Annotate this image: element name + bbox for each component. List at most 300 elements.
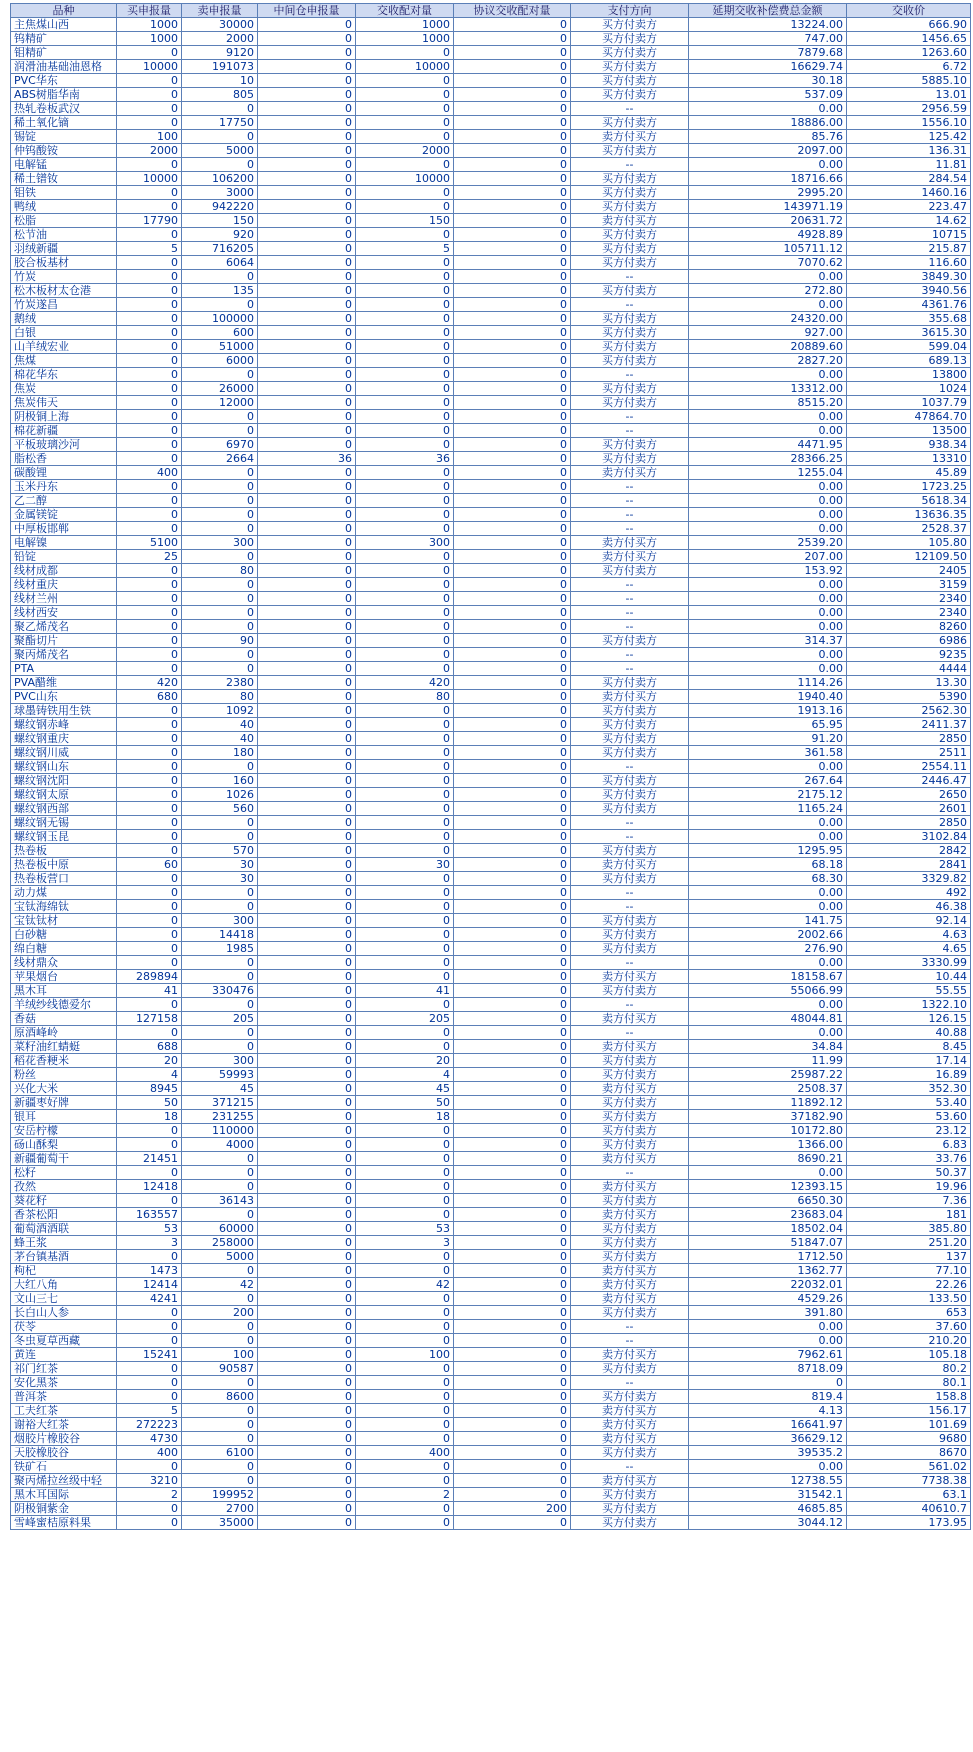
cell-product: 锡锭 <box>11 130 117 144</box>
cell-payment-direction: -- <box>571 522 689 536</box>
cell-agreement-matched: 0 <box>454 1446 571 1460</box>
cell-matched: 0 <box>356 1264 454 1278</box>
cell-buy-declared: 5100 <box>117 536 182 550</box>
cell-product: 聚丙烯茂名 <box>11 648 117 662</box>
cell-agreement-matched: 0 <box>454 1278 571 1292</box>
cell-delivery-price: 210.20 <box>847 1334 971 1348</box>
cell-payment-direction: 卖方付买方 <box>571 536 689 550</box>
cell-agreement-matched: 0 <box>454 816 571 830</box>
cell-buy-declared: 0 <box>117 382 182 396</box>
cell-compensation-total: 16641.97 <box>689 1418 847 1432</box>
cell-buy-declared: 0 <box>117 480 182 494</box>
cell-product: 铅锭 <box>11 550 117 564</box>
cell-intermediate-declared: 0 <box>258 382 356 396</box>
cell-intermediate-declared: 0 <box>258 200 356 214</box>
cell-product: 螺纹钢无锡 <box>11 816 117 830</box>
cell-buy-declared: 20 <box>117 1054 182 1068</box>
cell-agreement-matched: 0 <box>454 1040 571 1054</box>
cell-delivery-price: 1263.60 <box>847 46 971 60</box>
cell-intermediate-declared: 0 <box>258 1418 356 1432</box>
table-row <box>11 228 971 242</box>
cell-matched: 0 <box>356 1152 454 1166</box>
cell-buy-declared: 0 <box>117 116 182 130</box>
cell-delivery-price: 92.14 <box>847 914 971 928</box>
cell-sell-declared: 6100 <box>182 1446 258 1460</box>
cell-buy-declared: 0 <box>117 522 182 536</box>
cell-matched: 45 <box>356 1082 454 1096</box>
cell-intermediate-declared: 0 <box>258 102 356 116</box>
cell-matched: 0 <box>356 424 454 438</box>
cell-intermediate-declared: 0 <box>258 662 356 676</box>
cell-delivery-price: 158.8 <box>847 1390 971 1404</box>
cell-payment-direction: -- <box>571 1460 689 1474</box>
cell-agreement-matched: 0 <box>454 592 571 606</box>
cell-intermediate-declared: 0 <box>258 1488 356 1502</box>
cell-compensation-total: 0.00 <box>689 1334 847 1348</box>
cell-agreement-matched: 0 <box>454 1068 571 1082</box>
cell-intermediate-declared: 0 <box>258 144 356 158</box>
cell-compensation-total: 927.00 <box>689 326 847 340</box>
cell-delivery-price: 126.15 <box>847 1012 971 1026</box>
cell-compensation-total: 2539.20 <box>689 536 847 550</box>
cell-intermediate-declared: 0 <box>258 1502 356 1516</box>
cell-buy-declared: 0 <box>117 102 182 116</box>
cell-sell-declared: 0 <box>182 1334 258 1348</box>
cell-product: ABS树脂华南 <box>11 88 117 102</box>
cell-delivery-price: 7.36 <box>847 1194 971 1208</box>
cell-payment-direction: 买方付卖方 <box>571 1138 689 1152</box>
cell-delivery-price: 4361.76 <box>847 298 971 312</box>
cell-buy-declared: 0 <box>117 74 182 88</box>
cell-buy-declared: 0 <box>117 1320 182 1334</box>
cell-matched: 0 <box>356 648 454 662</box>
cell-compensation-total: 0.00 <box>689 494 847 508</box>
cell-agreement-matched: 0 <box>454 1222 571 1236</box>
cell-agreement-matched: 0 <box>454 1166 571 1180</box>
cell-matched: 0 <box>356 1250 454 1264</box>
cell-product: 菜籽油红蜻蜓 <box>11 1040 117 1054</box>
cell-intermediate-declared: 0 <box>258 1222 356 1236</box>
cell-compensation-total: 25987.22 <box>689 1068 847 1082</box>
table-row <box>11 802 971 816</box>
cell-intermediate-declared: 0 <box>258 928 356 942</box>
cell-intermediate-declared: 0 <box>258 550 356 564</box>
cell-payment-direction: -- <box>571 662 689 676</box>
cell-payment-direction: 买方付卖方 <box>571 564 689 578</box>
cell-delivery-price: 561.02 <box>847 1460 971 1474</box>
cell-product: 钼精矿 <box>11 46 117 60</box>
cell-matched: 0 <box>356 130 454 144</box>
cell-intermediate-declared: 0 <box>258 1292 356 1306</box>
cell-delivery-price: 2841 <box>847 858 971 872</box>
cell-delivery-price: 9680 <box>847 1432 971 1446</box>
cell-buy-declared: 10000 <box>117 172 182 186</box>
cell-buy-declared: 0 <box>117 732 182 746</box>
cell-delivery-price: 1037.79 <box>847 396 971 410</box>
cell-delivery-price: 8.45 <box>847 1040 971 1054</box>
table-row <box>11 396 971 410</box>
table-row <box>11 1152 971 1166</box>
cell-product: 苹果烟台 <box>11 970 117 984</box>
cell-sell-declared: 0 <box>182 578 258 592</box>
cell-sell-declared: 0 <box>182 298 258 312</box>
cell-intermediate-declared: 0 <box>258 494 356 508</box>
cell-agreement-matched: 0 <box>454 1404 571 1418</box>
cell-payment-direction: 买方付卖方 <box>571 88 689 102</box>
cell-matched: 0 <box>356 788 454 802</box>
cell-product: 稀土镨钕 <box>11 172 117 186</box>
cell-intermediate-declared: 0 <box>258 214 356 228</box>
cell-payment-direction: -- <box>571 1334 689 1348</box>
cell-agreement-matched: 0 <box>454 1250 571 1264</box>
cell-sell-declared: 371215 <box>182 1096 258 1110</box>
cell-delivery-price: 938.34 <box>847 438 971 452</box>
cell-payment-direction: 买方付卖方 <box>571 844 689 858</box>
cell-intermediate-declared: 36 <box>258 452 356 466</box>
cell-product: 润滑油基础油恩格 <box>11 60 117 74</box>
cell-sell-declared: 42 <box>182 1278 258 1292</box>
cell-agreement-matched: 0 <box>454 662 571 676</box>
cell-intermediate-declared: 0 <box>258 284 356 298</box>
cell-compensation-total: 16629.74 <box>689 60 847 74</box>
cell-payment-direction: 买方付卖方 <box>571 676 689 690</box>
cell-sell-declared: 0 <box>182 494 258 508</box>
cell-delivery-price: 3329.82 <box>847 872 971 886</box>
table-row <box>11 494 971 508</box>
cell-sell-declared: 0 <box>182 606 258 620</box>
table-row <box>11 382 971 396</box>
cell-agreement-matched: 0 <box>454 60 571 74</box>
cell-intermediate-declared: 0 <box>258 1236 356 1250</box>
cell-sell-declared: 100000 <box>182 312 258 326</box>
cell-buy-declared: 0 <box>117 438 182 452</box>
cell-buy-declared: 0 <box>117 396 182 410</box>
table-row <box>11 466 971 480</box>
cell-buy-declared: 0 <box>117 886 182 900</box>
table-row <box>11 690 971 704</box>
cell-sell-declared: 0 <box>182 102 258 116</box>
cell-payment-direction: -- <box>571 424 689 438</box>
cell-compensation-total: 105711.12 <box>689 242 847 256</box>
cell-buy-declared: 0 <box>117 788 182 802</box>
cell-compensation-total: 4928.89 <box>689 228 847 242</box>
cell-compensation-total: 0.00 <box>689 424 847 438</box>
cell-product: 螺纹钢沈阳 <box>11 774 117 788</box>
cell-buy-declared: 0 <box>117 424 182 438</box>
cell-payment-direction: -- <box>571 410 689 424</box>
cell-product: PVC华东 <box>11 74 117 88</box>
cell-agreement-matched: 200 <box>454 1502 571 1516</box>
cell-agreement-matched: 0 <box>454 186 571 200</box>
cell-compensation-total: 18886.00 <box>689 116 847 130</box>
cell-intermediate-declared: 0 <box>258 1082 356 1096</box>
cell-buy-declared: 15241 <box>117 1348 182 1362</box>
cell-matched: 0 <box>356 1292 454 1306</box>
table-row <box>11 998 971 1012</box>
cell-compensation-total: 0.00 <box>689 956 847 970</box>
cell-agreement-matched: 0 <box>454 438 571 452</box>
cell-buy-declared: 1473 <box>117 1264 182 1278</box>
table-row <box>11 1096 971 1110</box>
cell-buy-declared: 50 <box>117 1096 182 1110</box>
cell-compensation-total: 8718.09 <box>689 1362 847 1376</box>
cell-compensation-total: 2508.37 <box>689 1082 847 1096</box>
cell-payment-direction: 买方付卖方 <box>571 788 689 802</box>
table-body <box>11 18 971 1530</box>
cell-agreement-matched: 0 <box>454 1180 571 1194</box>
cell-compensation-total: 34.84 <box>689 1040 847 1054</box>
cell-compensation-total: 2995.20 <box>689 186 847 200</box>
cell-sell-declared: 35000 <box>182 1516 258 1530</box>
cell-agreement-matched: 0 <box>454 704 571 718</box>
cell-intermediate-declared: 0 <box>258 830 356 844</box>
cell-product: 香菇 <box>11 1012 117 1026</box>
cell-matched: 0 <box>356 326 454 340</box>
cell-intermediate-declared: 0 <box>258 438 356 452</box>
cell-agreement-matched: 0 <box>454 466 571 480</box>
cell-agreement-matched: 0 <box>454 284 571 298</box>
cell-sell-declared: 0 <box>182 662 258 676</box>
cell-delivery-price: 2601 <box>847 802 971 816</box>
cell-compensation-total: 272.80 <box>689 284 847 298</box>
cell-intermediate-declared: 0 <box>258 1110 356 1124</box>
cell-payment-direction: 买方付卖方 <box>571 452 689 466</box>
cell-payment-direction: 买方付卖方 <box>571 172 689 186</box>
cell-intermediate-declared: 0 <box>258 172 356 186</box>
cell-matched: 0 <box>356 1166 454 1180</box>
cell-compensation-total: 0.00 <box>689 158 847 172</box>
table-row <box>11 452 971 466</box>
cell-matched: 2 <box>356 1488 454 1502</box>
table-row <box>11 1180 971 1194</box>
cell-payment-direction: -- <box>571 620 689 634</box>
cell-payment-direction: 买方付卖方 <box>571 802 689 816</box>
cell-compensation-total: 1362.77 <box>689 1264 847 1278</box>
table-row <box>11 256 971 270</box>
cell-intermediate-declared: 0 <box>258 816 356 830</box>
table-row <box>11 1404 971 1418</box>
cell-compensation-total: 65.95 <box>689 718 847 732</box>
cell-payment-direction: 买方付卖方 <box>571 354 689 368</box>
cell-matched: 42 <box>356 1278 454 1292</box>
cell-matched: 0 <box>356 816 454 830</box>
cell-buy-declared: 0 <box>117 914 182 928</box>
cell-sell-declared: 0 <box>182 1166 258 1180</box>
cell-sell-declared: 0 <box>182 998 258 1012</box>
cell-buy-declared: 0 <box>117 760 182 774</box>
cell-product: 松籽 <box>11 1166 117 1180</box>
cell-matched: 0 <box>356 886 454 900</box>
cell-sell-declared: 2700 <box>182 1502 258 1516</box>
table-row <box>11 914 971 928</box>
cell-product: 新疆葡萄干 <box>11 1152 117 1166</box>
cell-intermediate-declared: 0 <box>258 1306 356 1320</box>
cell-product: 线材兰州 <box>11 592 117 606</box>
cell-delivery-price: 77.10 <box>847 1264 971 1278</box>
table-row <box>11 788 971 802</box>
cell-sell-declared: 6000 <box>182 354 258 368</box>
cell-compensation-total: 30.18 <box>689 74 847 88</box>
cell-agreement-matched: 0 <box>454 620 571 634</box>
table-row <box>11 522 971 536</box>
cell-matched: 0 <box>356 1334 454 1348</box>
cell-payment-direction: 买方付卖方 <box>571 1502 689 1516</box>
cell-delivery-price: 599.04 <box>847 340 971 354</box>
cell-compensation-total: 141.75 <box>689 914 847 928</box>
cell-buy-declared: 17790 <box>117 214 182 228</box>
cell-compensation-total: 0.00 <box>689 522 847 536</box>
cell-matched: 80 <box>356 690 454 704</box>
cell-payment-direction: 买方付卖方 <box>571 1222 689 1236</box>
cell-agreement-matched: 0 <box>454 368 571 382</box>
cell-payment-direction: 卖方付买方 <box>571 1278 689 1292</box>
cell-intermediate-declared: 0 <box>258 396 356 410</box>
cell-intermediate-declared: 0 <box>258 844 356 858</box>
cell-intermediate-declared: 0 <box>258 1208 356 1222</box>
cell-compensation-total: 91.20 <box>689 732 847 746</box>
cell-sell-declared: 942220 <box>182 200 258 214</box>
cell-intermediate-declared: 0 <box>258 1040 356 1054</box>
delivery-report <box>10 3 971 1530</box>
cell-delivery-price: 5390 <box>847 690 971 704</box>
cell-compensation-total: 0.00 <box>689 410 847 424</box>
cell-buy-declared: 0 <box>117 1138 182 1152</box>
cell-compensation-total: 20631.72 <box>689 214 847 228</box>
cell-sell-declared: 805 <box>182 88 258 102</box>
cell-delivery-price: 1456.65 <box>847 32 971 46</box>
cell-matched: 0 <box>356 746 454 760</box>
cell-compensation-total: 7879.68 <box>689 46 847 60</box>
cell-delivery-price: 2528.37 <box>847 522 971 536</box>
cell-sell-declared: 0 <box>182 158 258 172</box>
cell-compensation-total: 0.00 <box>689 1320 847 1334</box>
cell-delivery-price: 2650 <box>847 788 971 802</box>
cell-buy-declared: 3 <box>117 1236 182 1250</box>
cell-intermediate-declared: 0 <box>258 872 356 886</box>
cell-payment-direction: 买方付卖方 <box>571 1096 689 1110</box>
cell-compensation-total: 13312.00 <box>689 382 847 396</box>
cell-agreement-matched: 0 <box>454 74 571 88</box>
cell-buy-declared: 1000 <box>117 32 182 46</box>
cell-buy-declared: 0 <box>117 88 182 102</box>
cell-product: 热卷板 <box>11 844 117 858</box>
cell-delivery-price: 125.42 <box>847 130 971 144</box>
cell-buy-declared: 0 <box>117 578 182 592</box>
cell-agreement-matched: 0 <box>454 732 571 746</box>
table-row <box>11 1362 971 1376</box>
table-row <box>11 46 971 60</box>
cell-product: 普洱茶 <box>11 1390 117 1404</box>
cell-matched: 0 <box>356 1208 454 1222</box>
cell-buy-declared: 2000 <box>117 144 182 158</box>
cell-matched: 0 <box>356 46 454 60</box>
cell-sell-declared: 0 <box>182 970 258 984</box>
cell-product: 安岳柠檬 <box>11 1124 117 1138</box>
cell-sell-declared: 135 <box>182 284 258 298</box>
cell-agreement-matched: 0 <box>454 298 571 312</box>
cell-delivery-price: 33.76 <box>847 1152 971 1166</box>
cell-compensation-total: 0.00 <box>689 662 847 676</box>
cell-payment-direction: -- <box>571 606 689 620</box>
cell-intermediate-declared: 0 <box>258 88 356 102</box>
cell-sell-declared: 0 <box>182 1026 258 1040</box>
cell-intermediate-declared: 0 <box>258 774 356 788</box>
cell-intermediate-declared: 0 <box>258 732 356 746</box>
table-row <box>11 18 971 32</box>
cell-intermediate-declared: 0 <box>258 354 356 368</box>
cell-sell-declared: 0 <box>182 592 258 606</box>
cell-delivery-price: 2411.37 <box>847 718 971 732</box>
table-row <box>11 1348 971 1362</box>
table-row <box>11 1376 971 1390</box>
cell-product: 兴化大米 <box>11 1082 117 1096</box>
cell-product: 线材成都 <box>11 564 117 578</box>
cell-product: 电解锰 <box>11 158 117 172</box>
cell-intermediate-declared: 0 <box>258 522 356 536</box>
cell-matched: 0 <box>356 1404 454 1418</box>
cell-delivery-price: 116.60 <box>847 256 971 270</box>
table-row <box>11 620 971 634</box>
cell-agreement-matched: 0 <box>454 382 571 396</box>
cell-matched: 0 <box>356 312 454 326</box>
cell-product: 雪峰蜜桔原料果 <box>11 1516 117 1530</box>
cell-compensation-total: 2175.12 <box>689 788 847 802</box>
cell-intermediate-declared: 0 <box>258 46 356 60</box>
cell-matched: 10000 <box>356 60 454 74</box>
cell-agreement-matched: 0 <box>454 1418 571 1432</box>
table-row <box>11 634 971 648</box>
table-row <box>11 88 971 102</box>
cell-buy-declared: 0 <box>117 816 182 830</box>
cell-product: 玉米丹东 <box>11 480 117 494</box>
table-row <box>11 1026 971 1040</box>
cell-agreement-matched: 0 <box>454 690 571 704</box>
cell-agreement-matched: 0 <box>454 984 571 998</box>
cell-compensation-total: 0.00 <box>689 102 847 116</box>
table-row <box>11 1124 971 1138</box>
cell-product: 黑木耳 <box>11 984 117 998</box>
cell-delivery-price: 137 <box>847 1250 971 1264</box>
cell-intermediate-declared: 0 <box>258 186 356 200</box>
cell-matched: 0 <box>356 1432 454 1446</box>
cell-matched: 0 <box>356 1320 454 1334</box>
cell-compensation-total: 0.00 <box>689 1026 847 1040</box>
cell-matched: 0 <box>356 1180 454 1194</box>
cell-buy-declared: 0 <box>117 1376 182 1390</box>
table-row <box>11 676 971 690</box>
cell-delivery-price: 2405 <box>847 564 971 578</box>
cell-product: PVC山东 <box>11 690 117 704</box>
cell-sell-declared: 0 <box>182 130 258 144</box>
cell-delivery-price: 80.2 <box>847 1362 971 1376</box>
cell-compensation-total: 1712.50 <box>689 1250 847 1264</box>
cell-compensation-total: 2097.00 <box>689 144 847 158</box>
cell-product: 钼铁 <box>11 186 117 200</box>
cell-sell-declared: 0 <box>182 508 258 522</box>
table-row <box>11 858 971 872</box>
cell-product: 绵白糖 <box>11 942 117 956</box>
cell-sell-declared: 150 <box>182 214 258 228</box>
cell-agreement-matched: 0 <box>454 1110 571 1124</box>
cell-agreement-matched: 0 <box>454 956 571 970</box>
cell-product: 银耳 <box>11 1110 117 1124</box>
table-row <box>11 158 971 172</box>
table-row <box>11 774 971 788</box>
cell-delivery-price: 13800 <box>847 368 971 382</box>
table-row <box>11 1194 971 1208</box>
cell-buy-declared: 420 <box>117 676 182 690</box>
cell-matched: 0 <box>356 410 454 424</box>
